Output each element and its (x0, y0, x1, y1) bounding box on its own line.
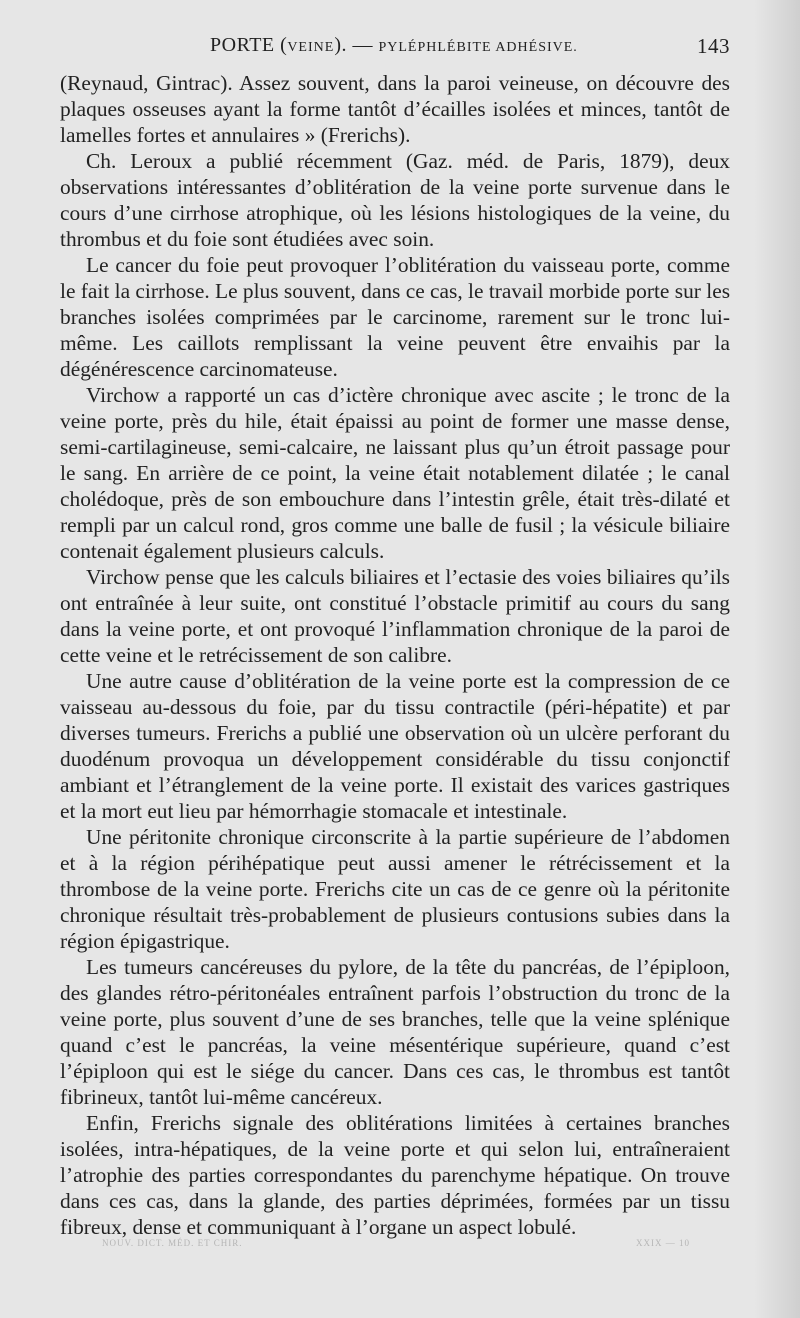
page-edge-shadow (754, 0, 800, 1318)
head-title-sub-veine: VEINE (287, 40, 335, 55)
paragraph-tumeurs: Les tumeurs cancéreuses du pylore, de la tête du pancréas, de l’épiploon, des glandes rétro-péritonéales entraînent parfois l’obstruction du tronc de la veine porte, plus souvent d’une de ses branches, telle que la veine splénique quand c’est le pancréas, la veine mésentérique supérieure, quand c’est l’épiploon qui est le siége du cancer. Dans ces cas, le thrombus est tantôt fibrineux, tantôt lui-même cancéreux. (60, 955, 730, 1109)
running-head-title (210, 34, 578, 57)
paragraph-leroux: Ch. Leroux a publié récemment (Gaz. méd. de Paris, 1879), deux observations intéressantes d’oblitération de la veine porte survenue dans le cours d’une cirrhose atrophique, où les lésions histologiques de la veine, du thrombus et du foie sont étudiées avec soin. (60, 149, 730, 251)
running-head (60, 34, 730, 64)
paragraph-peritonite: Une péritonite chronique circonscrite à la partie supérieure de l’abdomen et à la région périhépatique peut aussi amener le rétrécissement et la thrombose de la veine porte. Frerichs cite un cas de ce genre où la péritonite chronique résultait très-probablement de plusieurs contusions subies dans la région épigastrique. (60, 825, 730, 953)
paragraph-virchow-opinion: Virchow pense que les calculs biliaires et l’ectasie des voies biliaires qu’ils ont entraînée à leur suite, ont constitué l’obstacle primitif au cours du sang dans la veine porte, et ont provoqué l’inflammation chronique de la paroi de cette veine et le retrécissement de son calibre. (60, 565, 730, 667)
paragraph-continued: (Reynaud, Gintrac). Assez souvent, dans la paroi veineuse, on découvre des plaques osseuses ayant la forme tantôt d’écailles isolées et minces, tantôt de lamelles fortes et annulaires » (Frerichs). (60, 71, 730, 147)
paragraph-enfin: Enfin, Frerichs signale des oblitérations limitées à certaines branches isolées, intra-hépatiques, de la veine porte et qui selon lui, entraîneraient l’atrophie des parties correspondantes du parenchyme hépatique. On trouve dans ces cas, dans la glande, des parties déprimées, formées par un tissu fibreux, dense et communiquant à l’organe un aspect lobulé. (60, 1111, 730, 1239)
head-title-separator: ). — (334, 34, 379, 56)
signature-line (60, 1238, 730, 1252)
paragraph-virchow-case: Virchow a rapporté un cas d’ictère chronique avec ascite ; le tronc de la veine porte, près du hile, était épaissi au point de former une masse dense, semi-cartilagineuse, semi-calcaire, ne laissant plus qu’un étroit passage pour le sang. En arrière de ce point, la veine était notablement dilatée ; le canal cholédoque, près de son embouchure dans l’intestin grêle, était très-dilaté et rempli par un calcul rond, gros comme une balle de fusil ; la vésicule biliaire contenait également plusieurs calculs. (60, 383, 730, 563)
head-title-main: PORTE ( (210, 34, 288, 56)
page-number: 143 (697, 34, 730, 58)
signature-left: NOUV. DICT. MÉD. ET CHIR. (102, 1238, 243, 1248)
paragraph-compression: Une autre cause d’oblitération de la veine porte est la compression de ce vaisseau au-dessous du foie, par du tissu contractile (péri-hépatite) et par diverses tumeurs. Frerichs a publié une observation où un ulcère perforant du duodénum provoqua un développement considérable du tissu conjonctif ambiant et l’étranglement de la veine porte. Il existait des varices gastriques et la mort eut lieu par hémorrhagie stomacale et intestinale. (60, 669, 730, 823)
head-title-sub-pylephlebite: PYLÉPHLÉBITE ADHÉSIVE. (378, 40, 578, 55)
paragraph-cancer-foie: Le cancer du foie peut provoquer l’oblitération du vaisseau porte, comme le fait la cirrhose. Le plus souvent, dans ce cas, le travail morbide porte sur les branches isolées comprimées par le carcinome, rarement sur le tronc lui-même. Les caillots remplissant la veine peuvent être envaihis par la dégénérescence carcinomateuse. (60, 253, 731, 381)
body-text (60, 70, 730, 1240)
signature-right: XXIX — 10 (636, 1238, 690, 1248)
